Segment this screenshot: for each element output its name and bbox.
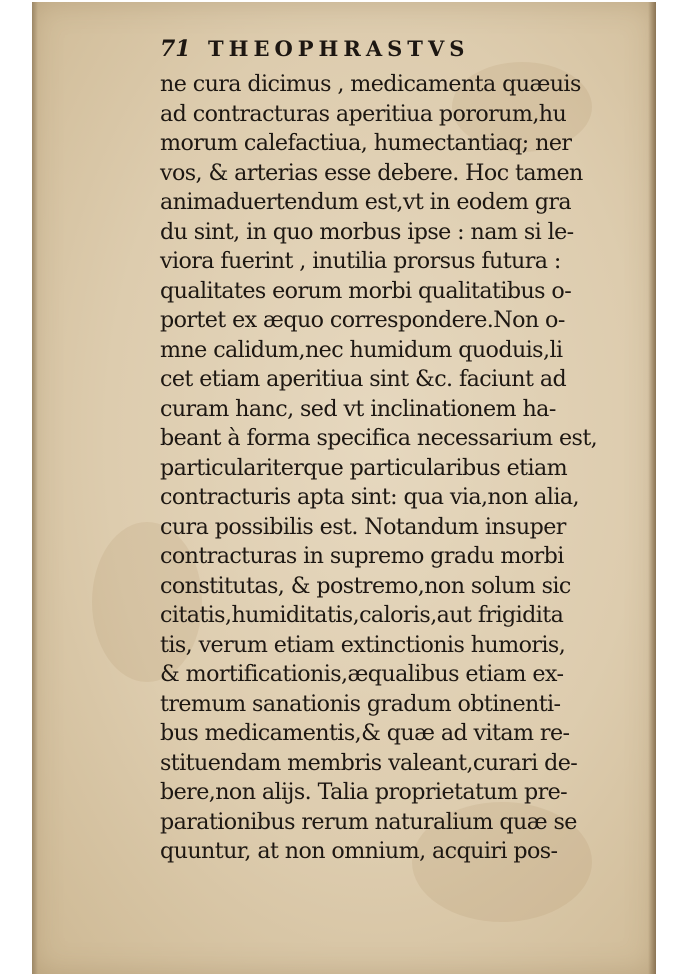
- running-title: THEOPHRASTVS: [208, 36, 470, 61]
- text-line: viora fuerint , inutilia prorsus futura :: [160, 248, 561, 274]
- text-line: cet etiam aperitiua sint &c. faciunt ad: [160, 366, 567, 392]
- text-line: stituendam membris valeant,curari de-: [160, 749, 578, 776]
- running-head: [160, 36, 630, 70]
- text-line: bus medicamentis,& quæ ad vitam re-: [160, 720, 570, 746]
- text-line: constitutas, & postremo,non solum sic: [160, 572, 571, 599]
- text-line: contracturis apta sint: qua via,non alia,: [160, 484, 579, 510]
- text-line: du sint, in quo morbus ipse : nam si le-: [160, 218, 574, 245]
- text-line: particulariterque particularibus etiam: [160, 454, 568, 481]
- text-line: ad contracturas aperitiua pororum,hu: [160, 100, 567, 127]
- text-line: & mortificationis,æqualibus etiam ex-: [160, 661, 564, 687]
- text-line: curam hanc, sed vt inclinationem ha-: [160, 395, 556, 422]
- text-line: portet ex æquo correspondere.Non o-: [160, 307, 565, 333]
- text-line: tremum sanationis gradum obtinenti-: [160, 690, 561, 717]
- text-line: parationibus rerum naturalium quæ se: [160, 808, 577, 835]
- text-line: tis, verum etiam extinctionis humoris,: [160, 631, 566, 658]
- text-line: bere,non alijs. Talia proprietatum pre-: [160, 779, 568, 805]
- text-line: animaduertendum est,vt in eodem gra: [160, 189, 572, 215]
- paper-right-edge: [648, 2, 656, 974]
- text-line: ne cura dicimus , medicamenta quæuis: [160, 71, 581, 97]
- text-line: contracturas in supremo gradu morbi: [160, 543, 564, 569]
- text-line: beant à forma specifica necessarium est,: [160, 425, 598, 451]
- text-line: quuntur, at non omnium, acquiri pos-: [160, 838, 558, 864]
- text-line: vos, & arterias esse debere. Hoc tamen: [160, 159, 583, 186]
- text-block: [160, 36, 630, 867]
- text-line: mne calidum,nec humidum quoduis,li: [160, 336, 563, 363]
- text-line: morum calefactiua, humectantiaq; ner: [160, 130, 572, 156]
- page-number: 71: [160, 36, 191, 62]
- text-line: cura possibilis est. Notandum insuper: [160, 513, 566, 540]
- text-line: citatis,humiditatis,caloris,aut frigidita: [160, 602, 564, 628]
- body-text: [160, 70, 630, 867]
- paper-left-edge: [32, 2, 38, 974]
- text-line: qualitates eorum morbi qualitatibus o-: [160, 277, 572, 304]
